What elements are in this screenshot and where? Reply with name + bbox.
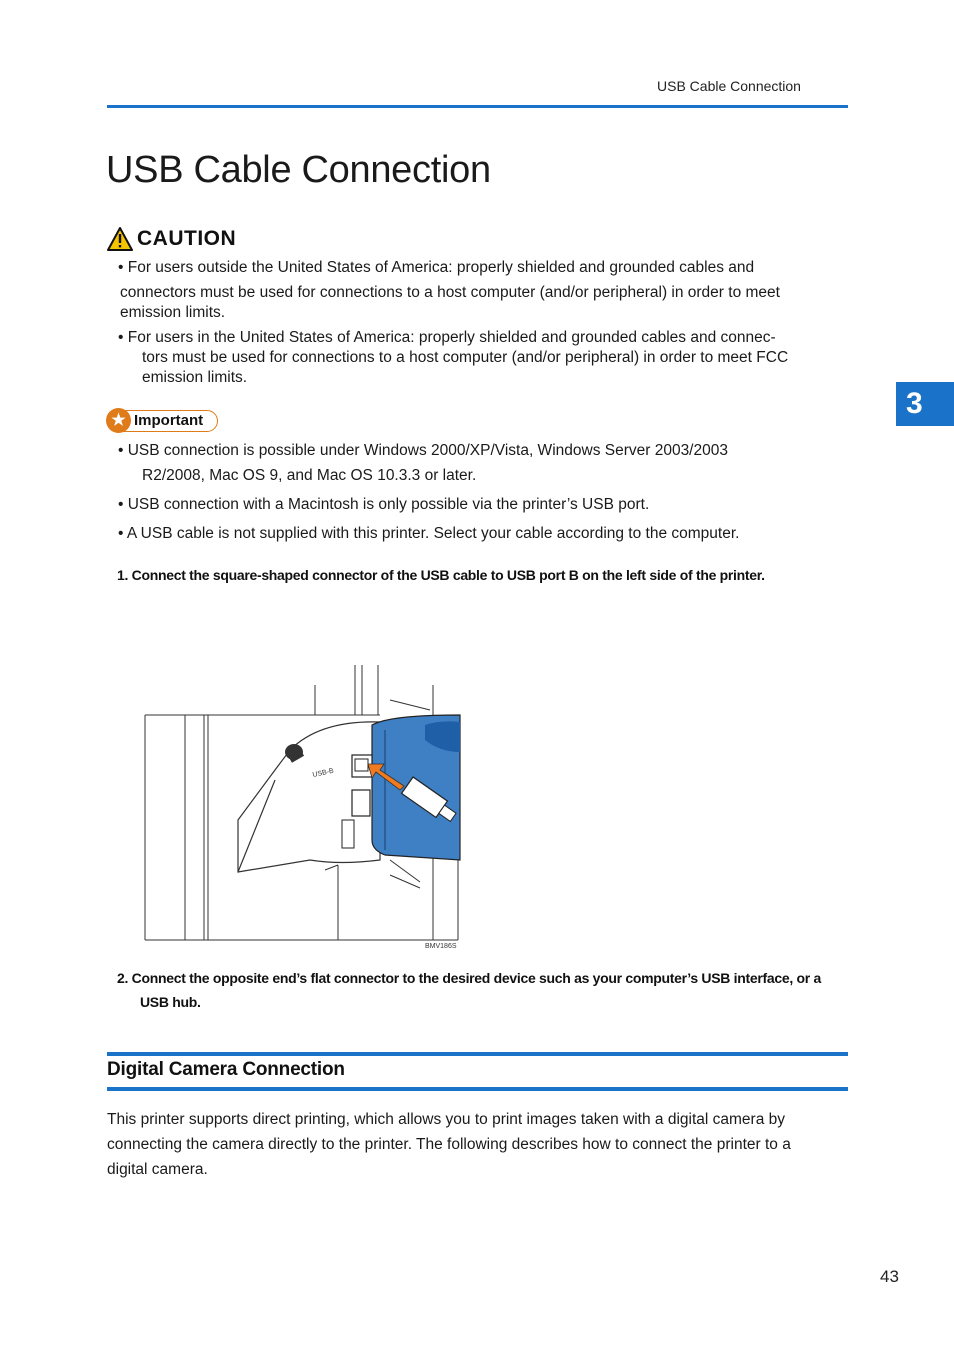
important-item-line: • USB connection with a Macintosh is only possible via the printer’s USB port. xyxy=(118,496,650,513)
caution-item-rest: connectors must be used for connections to a host computer (and/or peripheral) in order to meet emission limits. xyxy=(120,284,780,321)
important-item xyxy=(118,524,838,544)
running-head: USB Cable Connection xyxy=(657,78,801,94)
page-title: USB Cable Connection xyxy=(106,149,491,191)
step-2-line: 2. Connect the opposite end’s flat connector to the desired device such as your computer’s USB interface, or a xyxy=(117,970,821,986)
caution-item-line: • For users in the United States of America: properly shielded and grounded cables and connec- xyxy=(118,329,776,346)
star-icon: ★ xyxy=(106,408,131,433)
important-badge xyxy=(107,410,218,432)
important-item xyxy=(118,495,838,515)
header-rule xyxy=(107,105,848,108)
important-item-line: • USB connection is possible under Windows 2000/XP/Vista, Windows Server 2003/2003 xyxy=(118,442,728,459)
paragraph-line: digital camera. xyxy=(107,1161,208,1178)
figure-code: BMV186S xyxy=(425,943,457,950)
caution-item xyxy=(118,328,843,388)
usb-port-illustration xyxy=(140,660,470,955)
important-heading xyxy=(107,410,218,432)
paragraph-line: connecting the camera directly to the printer. The following describes how to connect the printer to a xyxy=(107,1136,791,1153)
important-item-line: • A USB cable is not supplied with this printer. Select your cable according to the computer. xyxy=(118,525,740,542)
section-rule-bottom xyxy=(107,1087,848,1091)
chapter-tab: 3 xyxy=(896,382,954,426)
section-title: Digital Camera Connection xyxy=(107,1059,345,1080)
step-2 xyxy=(117,970,857,1010)
step-1: 1. Connect the square-shaped connector of the USB cable to USB port B on the left side of the printer. xyxy=(117,567,765,583)
section-paragraph xyxy=(107,1107,852,1182)
warning-triangle-icon xyxy=(107,227,133,251)
paragraph-line: This printer supports direct printing, which allows you to print images taken with a digital camera by xyxy=(107,1111,786,1128)
caution-item-rest: tors must be used for connections to a host computer (and/or peripheral) in order to meet FCC emission limits. xyxy=(142,349,789,386)
important-item xyxy=(118,441,838,486)
step-2-rest: USB hub. xyxy=(140,994,201,1010)
caution-item-line: • For users outside the United States of America: properly shielded and grounded cables and xyxy=(118,259,755,276)
important-label: Important xyxy=(134,412,204,429)
printer-side-drawing xyxy=(140,660,470,955)
section-rule-top xyxy=(107,1052,848,1056)
page-number: 43 xyxy=(880,1267,899,1286)
caution-label: CAUTION xyxy=(137,227,237,250)
caution-item xyxy=(118,258,843,323)
important-item-rest: R2/2008, Mac OS 9, and Mac OS 10.3.3 or later. xyxy=(142,467,477,484)
caution-heading xyxy=(107,227,236,251)
port-label: USB-B xyxy=(311,767,335,779)
